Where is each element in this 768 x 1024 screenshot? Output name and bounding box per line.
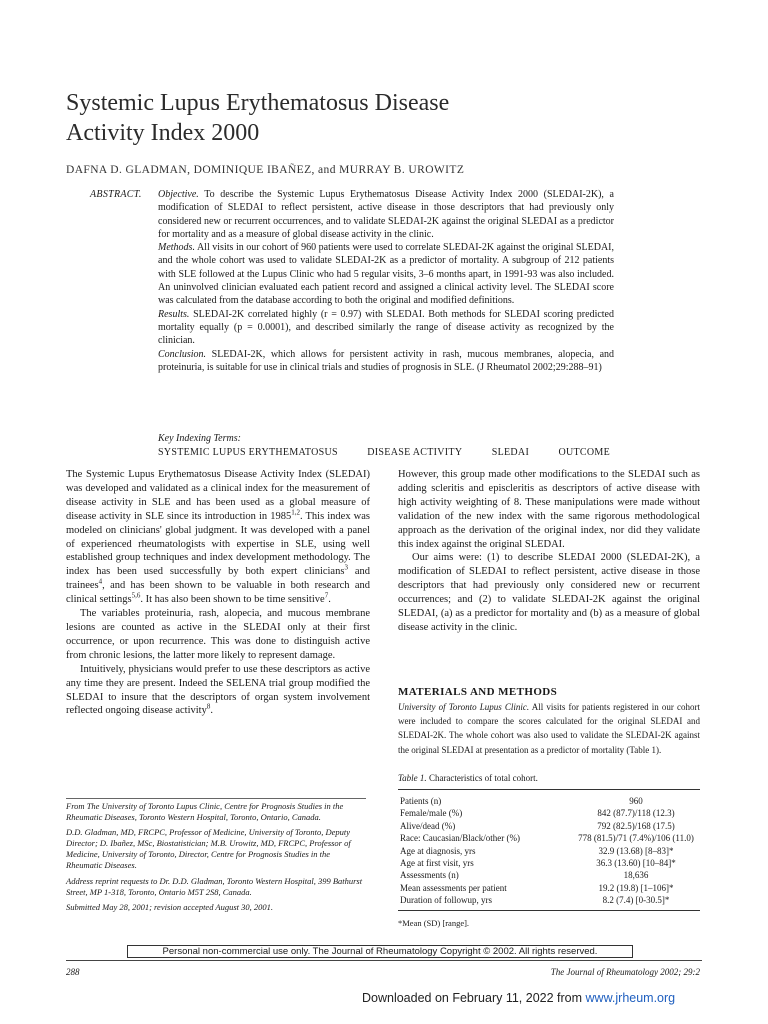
reference-superscript[interactable]: 8 — [206, 702, 211, 711]
intro-paragraph-4: However, this group made other modifications to the SLEDAI such as adding scleritis and episcleritis as descriptors of active disease with high activity weighting of 8. These manipulations were made without validation of the new index with the same rigorous methodological approach as the derivation of the original index, nor did they validate this index against the original SLEDAI. — [398, 469, 700, 550]
table-row — [400, 845, 700, 857]
row-label: Patients (n) — [400, 796, 442, 806]
text-run: and trainees — [66, 566, 370, 592]
reprint-address: Address reprint requests to Dr. D.D. Gladman, Toronto Western Hospital, 399 Bathurst Street, MP 1-318, Toronto, Ontario M5T 2S8, Canada. — [66, 875, 363, 897]
reference-superscript[interactable]: 7 — [324, 591, 329, 600]
footer-divider — [66, 960, 702, 961]
row-label: Female/male (%) — [400, 808, 463, 819]
methods-body: All visits for patients registered in our cohort were included to compare the scores calculated for the original SLEDAI and SLEDAI-2K. The whole cohort was also used to validate the SLEDAI-2K against the original SLEDAI at presentation as a predictor of mortality (Table 1). — [398, 702, 700, 755]
copyright-notice: Personal non-commercial use only. The Journal of Rheumatology Copyright © 2002. All rights reserved. — [127, 945, 633, 958]
row-value: 960 — [629, 796, 643, 806]
intro-paragraph-3 — [66, 663, 370, 719]
table-row — [400, 894, 700, 906]
table-row — [400, 820, 700, 832]
author-list: DAFNA D. GLADMAN, DOMINIQUE IBAÑEZ, and MURRAY B. UROWITZ — [66, 164, 465, 176]
abstract-results — [158, 308, 614, 348]
download-text: Downloaded on February 11, 2022 from — [362, 991, 586, 1005]
text-run: . This index was modeled on clinicians' global judgment. It was developed with a panel of experienced rheumatologists with expertise in SLE, using well established group techniques and index development methodology. The index has been used successfully by both expert clinicians — [66, 510, 370, 578]
row-value: 842 (87.7)/118 (12.3) — [597, 808, 675, 819]
row-label: Assessments (n) — [400, 870, 459, 881]
title-line-2: Activity Index 2000 — [66, 120, 260, 146]
table-row — [400, 882, 700, 894]
keyword: SLEDAI — [491, 447, 530, 458]
text-run: . — [210, 705, 213, 717]
objective-lead: Objective. — [158, 189, 199, 200]
row-label: Race: Caucasian/Black/other (%) — [400, 833, 520, 844]
reference-superscript[interactable]: 4 — [98, 577, 103, 586]
table-row — [400, 795, 700, 807]
download-stamp — [362, 991, 675, 1005]
row-label: Age at diagnosis, yrs — [400, 845, 476, 856]
title-line-1: Systemic Lupus Erythematosus Disease — [66, 90, 450, 116]
row-value: 32.9 (13.68) [8–83]* — [598, 845, 674, 856]
objective-text: To describe the Systemic Lupus Erythematosus Disease Activity Index 2000 (SLEDAI-2K), a modification of SLEDAI to reflect persistent, active disease in those descriptors that had previously only considered new or recurrent occurrences, and to validate SLEDAI-2K against the original SLEDAI as a predictor for mortality and as a measure of global disease activity in the clinic. — [158, 189, 614, 240]
row-label: Age at first visit, yrs — [400, 858, 474, 869]
row-label: Mean assessments per patient — [400, 882, 507, 893]
row-value: 792 (82.5)/168 (17.5) — [597, 820, 675, 831]
results-text: SLEDAI-2K correlated highly (r = 0.97) with SLEDAI. Both methods for SLEDAI scoring predicted mortality equally (p = 0.0001), and described similarly the range of disease activity as recognized by the clinician. — [158, 308, 614, 347]
affiliation-authors: D.D. Gladman, MD, FRCPC, Professor of Medicine, University of Toronto, Deputy Director; D. Ibañez, MSc, Biostatistician; M.B. Urowitz, MD, FRCPC, Professor of Medicine, University of Toronto, Director, Centre for Prognosis Studies in the Rheumatic Diseases. — [66, 827, 351, 871]
abstract-label: ABSTRACT. — [90, 189, 142, 200]
table-top-rule — [398, 789, 700, 790]
page-number: 288 — [66, 967, 80, 977]
section-heading-methods: MATERIALS AND METHODS — [398, 686, 558, 698]
table-caption — [398, 772, 538, 784]
keywords-list — [158, 446, 610, 460]
submission-dates: Submitted May 28, 2001; revision accepted August 30, 2001. — [66, 901, 274, 912]
text-run: Intuitively, physicians would prefer to use these descriptors as active any time they are present. Indeed the SELENA trial group modified the SLEDAI to insure that the descriptors of organ system involvement reflected ongoing disease activity — [66, 663, 370, 717]
table-footnote: *Mean (SD) [range]. — [398, 918, 470, 928]
table-number: Table 1. — [398, 773, 427, 783]
author-affiliations — [66, 801, 366, 917]
affiliation-divider — [66, 798, 366, 799]
methods-lead: Methods. — [158, 242, 195, 254]
table-row — [400, 869, 700, 881]
conclusion-lead: Conclusion. — [158, 348, 207, 360]
intro-paragraph-2: The variables proteinuria, rash, alopecia, and mucous membrane lesions are counted as active in the SLEDAI only at their first occurrence, or upon recurrence. This was done to distinguish active from chronic lesions, the latter more likely to represent damage. — [66, 608, 370, 661]
row-value: 19.2 (19.8) [1–106]* — [598, 882, 674, 893]
reference-superscript[interactable]: 5,6 — [131, 591, 141, 600]
cohort-characteristics-table — [400, 795, 700, 907]
table-row — [400, 807, 700, 819]
row-value: 18,636 — [623, 870, 649, 881]
journal-link[interactable]: www.jrheum.org — [585, 991, 676, 1005]
results-lead: Results. — [158, 308, 190, 320]
abstract-conclusion — [158, 348, 614, 375]
row-value: 36.3 (13.60) [10–84]* — [596, 858, 676, 869]
text-run: The Systemic Lupus Erythematosus Disease Activity Index (SLEDAI) was developed and validated as a clinical index for the measurement of disease activity in SLE and has been used as a global measure of disease activity in SLE since its introduction in 1985 — [66, 469, 370, 522]
table-bottom-rule — [398, 910, 700, 911]
abstract-methods — [158, 241, 614, 307]
methods-subhead: University of Toronto Lupus Clinic. — [398, 702, 530, 712]
reference-superscript[interactable]: 3 — [344, 563, 348, 572]
text-run: . It has also been shown to be time sensitive — [140, 594, 325, 606]
methods-text: All visits in our cohort of 960 patients were used to correlate SLEDAI-2K against the original SLEDAI, and the whole cohort was used to validate SLEDAI-2K as a predictor of mortality. A subgroup of 212 patients with SLE followed at the Lupus Clinic who had 5 regular visits, 3–6 months apart, in 1991-93 was also included. An uninvolved clinician evaluated each patient record and assigned a clinical activity level. The SLEDAI score was calculated from the database according to both the original and modified definitions. — [158, 242, 614, 307]
methods-paragraph — [398, 700, 700, 757]
abstract-objective — [158, 188, 614, 241]
text-run: . — [328, 594, 331, 606]
keywords-label: Key Indexing Terms: — [158, 433, 241, 444]
abstract — [90, 188, 614, 374]
row-label: Duration of followup, yrs — [400, 895, 492, 906]
text-run: , and has been shown to be valuable in both research and clinical settings — [66, 580, 370, 606]
body-column-right — [398, 468, 700, 635]
row-value: 778 (81.5)/71 (7.4%)/106 (11.0) — [578, 833, 694, 844]
affiliation-institution: From The University of Toronto Lupus Clinic, Centre for Prognosis Studies in the Rheumatic Diseases, Toronto Western Hospital, Toronto, Ontario, Canada. — [66, 801, 344, 823]
abstract-body — [158, 188, 614, 374]
keyword: DISEASE ACTIVITY — [367, 447, 463, 458]
keyword: OUTCOME — [558, 447, 610, 458]
article-title — [66, 88, 666, 148]
reference-superscript[interactable]: 1,2 — [291, 508, 300, 517]
table-row — [400, 832, 700, 844]
key-indexing-terms — [158, 432, 628, 460]
keyword: SYSTEMIC LUPUS ERYTHEMATOSUS — [158, 447, 338, 458]
row-value: 8.2 (7.4) [0-30.5]* — [602, 895, 670, 906]
body-column-left — [66, 468, 370, 718]
row-label: Alive/dead (%) — [400, 820, 456, 831]
conclusion-text: SLEDAI-2K, which allows for persistent activity in rash, mucous membranes, alopecia, and proteinuria, is suitable for use in clinical trials and studies of prognosis in SLE. (J Rheumatol 2002;29:288–91) — [158, 348, 615, 373]
intro-paragraph-5: Our aims were: (1) to describe SLEDAI 2000 (SLEDAI-2K), a modification of SLEDAI to reflect persistent, active disease in those descriptors that had previously only considered new or recurrent occurrences; and (2) to validate SLEDAI-2K against the original SLEDAI, (a) as a predictor for mortality and (b) as a measure of global disease activity in the clinic. — [398, 552, 700, 633]
table-caption-text: Characteristics of total cohort. — [428, 773, 538, 783]
table-row — [400, 857, 700, 869]
journal-citation: The Journal of Rheumatology 2002; 29:2 — [550, 967, 700, 977]
intro-paragraph-1 — [66, 468, 370, 607]
